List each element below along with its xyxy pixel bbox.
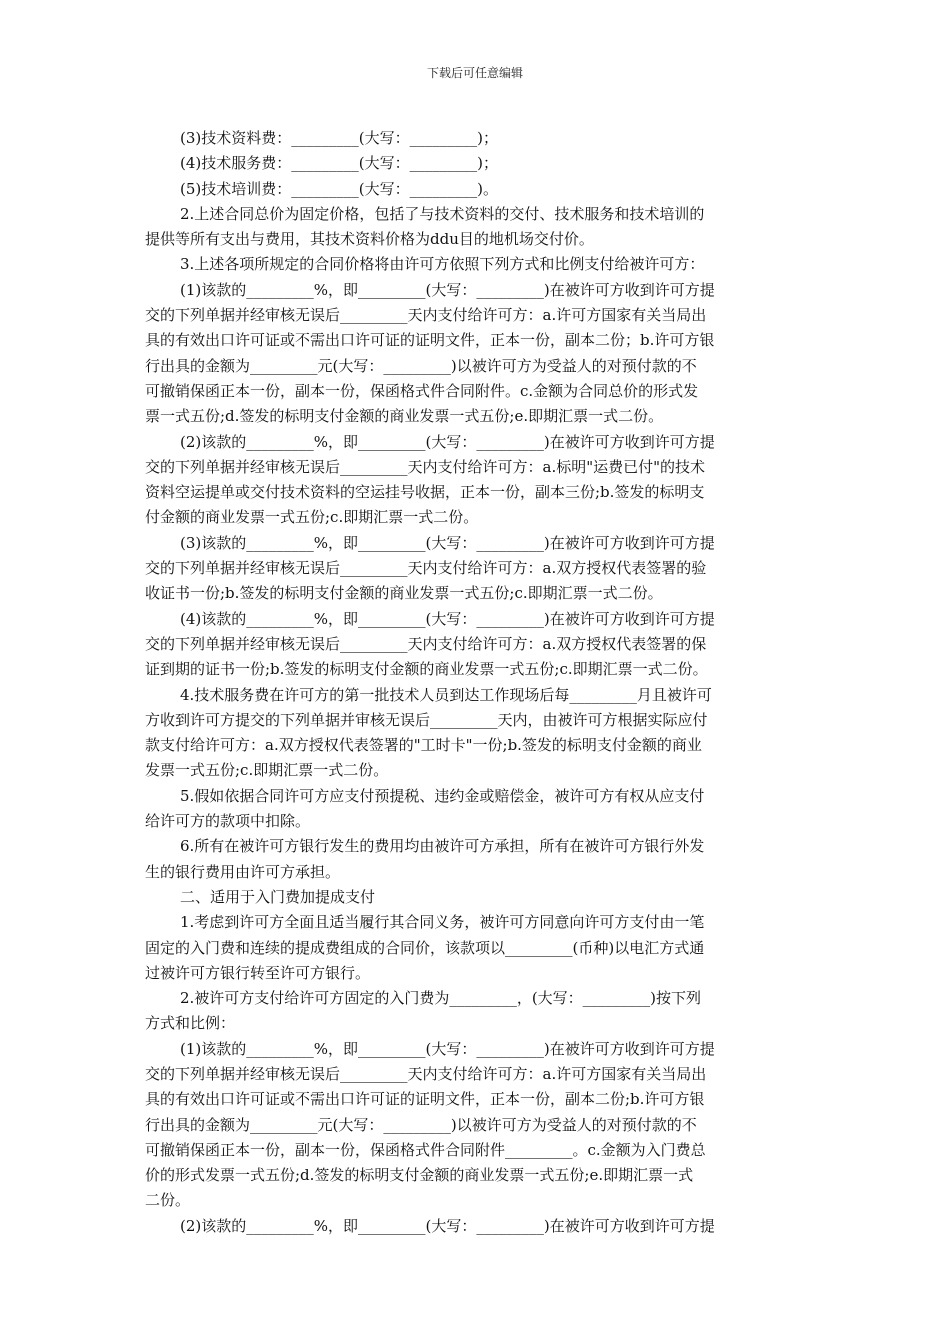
- text-line: 款支付给许可方：a.双方授权代表签署的"工时卡"一份;b.签发的标明支付金额的商业: [145, 736, 702, 755]
- text-line: (5)技术培训费：_________(大写：_________)。: [180, 179, 498, 198]
- text-line: 行出具的金额为_________元(大写：_________)以被许可方为受益人的对预付款的不: [145, 356, 697, 375]
- text-line: 1.考虑到许可方全面且适当履行其合同义务，被许可方同意向许可方支付由一笔: [180, 913, 705, 932]
- text-line: 行出具的金额为_________元(大写：_________)以被许可方为受益人的对预付款的不: [145, 1115, 697, 1134]
- text-line: 具的有效出口许可证或不需出口许可证的证明文件，正本一份，副本二份;b.许可方银: [145, 1090, 705, 1109]
- text-line: 交的下列单据并经审核无误后_________天内支付给许可方：a.标明"运费已付"的技术: [145, 457, 706, 476]
- text-line: 资料空运提单或交付技术资料的空运挂号收据，正本一份，副本三份;b.签发的标明支: [145, 483, 705, 502]
- text-line: (2)该款的_________%，即_________(大写：_________)在被许可方收到许可方提: [180, 1216, 715, 1235]
- text-line: 付金额的商业发票一式五份;c.即期汇票一式二份。: [145, 508, 479, 527]
- text-line: 交的下列单据并经审核无误后_________天内支付给许可方：a.许可方国家有关当局出: [145, 1064, 707, 1083]
- text-line: 生的银行费用由许可方承担。: [145, 862, 341, 881]
- text-line: (3)该款的_________%，即_________(大写：_________)在被许可方收到许可方提: [180, 533, 715, 552]
- text-line: (1)该款的_________%，即_________(大写：_________)在被许可方收到许可方提: [180, 1039, 715, 1058]
- text-line: (1)该款的_________%，即_________(大写：_________)在被许可方收到许可方提: [180, 280, 715, 299]
- text-line: 方式和比例：: [145, 1014, 236, 1033]
- page-header: 下载后可任意编辑: [426, 66, 523, 80]
- document-body: [145, 126, 805, 1239]
- text-line: 票一式五份;d.签发的标明支付金额的商业发票一式五份;e.即期汇票一式二份。: [145, 407, 664, 426]
- text-line: 交的下列单据并经审核无误后_________天内支付给许可方：a.双方授权代表签署的验: [145, 559, 707, 578]
- text-line: 证到期的证书一份;b.签发的标明支付金额的商业发票一式五份;c.即期汇票一式二份。: [145, 660, 708, 679]
- text-line: 价的形式发票一式五份;d.签发的标明支付金额的商业发票一式五份;e.即期汇票一式: [145, 1166, 694, 1185]
- text-line: 4.技术服务费在许可方的第一批技术人员到达工作现场后每_________月且被许可: [180, 685, 712, 704]
- text-line: 3.上述各项所规定的合同价格将由许可方依照下列方式和比例支付给被许可方：: [180, 255, 705, 274]
- text-line: (4)技术服务费：_________(大写：_________)；: [180, 154, 498, 173]
- text-line: 过被许可方银行转至许可方银行。: [145, 963, 371, 982]
- text-line: 提供等所有支出与费用，其技术资料价格为ddu目的地机场交付价。: [145, 230, 594, 249]
- text-line: 方收到许可方提交的下列单据并审核无误后_________天内，由被许可方根据实际应付: [145, 710, 708, 729]
- text-line: (4)该款的_________%，即_________(大写：_________)在被许可方收到许可方提: [180, 609, 715, 628]
- text-line: 可撤销保函正本一份，副本一份，保函格式件合同附件。c.金额为合同总价的形式发: [145, 381, 699, 400]
- text-line: 固定的入门费和连续的提成费组成的合同价，该款项以_________(币种)以电汇方式通: [145, 938, 705, 957]
- text-line: 具的有效出口许可证或不需出口许可证的证明文件，正本一份，副本二份；b.许可方银: [145, 331, 715, 350]
- text-line: 收证书一份;b.签发的标明支付金额的商业发票一式五份;c.即期汇票一式二份。: [145, 584, 663, 603]
- text-line: 二、适用于入门费加提成支付: [180, 887, 376, 906]
- text-line: 交的下列单据并经审核无误后_________天内支付给许可方：a.许可方国家有关当局出: [145, 306, 707, 325]
- text-line: 发票一式五份;c.即期汇票一式二份。: [145, 761, 389, 780]
- text-line: 可撤销保函正本一份，副本一份，保函格式件合同附件_________。c.金额为入门费总: [145, 1140, 706, 1159]
- text-line: 交的下列单据并经审核无误后_________天内支付给许可方：a.双方授权代表签署的保: [145, 634, 707, 653]
- text-line: 二份。: [145, 1191, 191, 1210]
- text-line: 2.被许可方支付给许可方固定的入门费为_________，(大写：_________)按下列: [180, 989, 702, 1008]
- text-line: (3)技术资料费：_________(大写：_________)；: [180, 129, 498, 147]
- text-line: (2)该款的_________%，即_________(大写：_________)在被许可方收到许可方提: [180, 432, 715, 451]
- text-line: 给许可方的款项中扣除。: [145, 812, 311, 831]
- text-line: 5.假如依据合同许可方应支付预提税、违约金或赔偿金，被许可方有权从应支付: [180, 786, 705, 805]
- text-line: 2.上述合同总价为固定价格，包括了与技术资料的交付、技术服务和技术培训的: [180, 204, 705, 223]
- text-line: 6.所有在被许可方银行发生的费用均由被许可方承担，所有在被许可方银行外发: [180, 837, 705, 856]
